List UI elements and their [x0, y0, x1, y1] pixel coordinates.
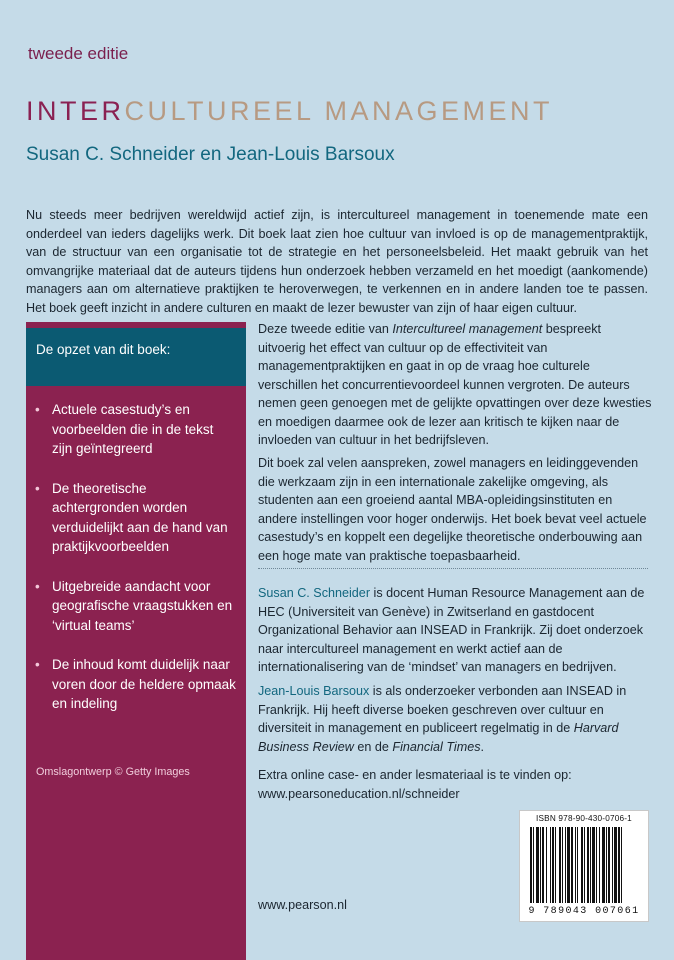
bullet-icon: •: [35, 402, 40, 417]
barcode-bar: [536, 827, 539, 903]
barcode-bar: [621, 827, 622, 903]
barcode-bar: [542, 827, 544, 903]
feature-text: Uitgebreide aandacht voor geografische vraagstukken en ‘virtual teams’: [52, 578, 233, 633]
barcode-bar: [602, 827, 605, 903]
isbn-barcode: [519, 810, 649, 922]
title-part-cultureel-management: CULTUREEL MANAGEMENT: [124, 96, 554, 126]
text-span: Deze tweede editie van: [258, 322, 393, 336]
publication-name: Harvard Business Review: [258, 721, 619, 754]
book-title: [26, 96, 553, 127]
barcode-bar: [606, 827, 607, 903]
barcode-bar: [565, 827, 566, 903]
barcode-bar: [550, 827, 551, 903]
publisher-website[interactable]: www.pearson.nl: [258, 898, 347, 912]
publication-name: Financial Times: [392, 739, 481, 754]
barcode-bar: [562, 827, 563, 903]
text-span: bespreekt uitvoerig het effect van cultuur op de effectiviteit van managementpraktijken en gaat in op de vraag hoe culturele verschillen het concurrentievoordeel kunnen vergroten. De auteurs nemen geen genoegen met de gelijkte opvattingen over deze kwesties en moedigen daarmee ook de lezer aan kritisch te kijken naar de invloeden van cultuur in het bedrijfsleven.: [258, 322, 652, 447]
barcode-bar: [581, 827, 583, 903]
barcode-bar: [555, 827, 556, 903]
bullet-icon: •: [35, 480, 40, 496]
bullet-icon: •: [35, 657, 40, 672]
sidebar-feature-item: [26, 577, 246, 636]
extra-material-url[interactable]: www.pearsoneducation.nl/schneider: [258, 786, 460, 801]
edition-label: tweede editie: [28, 44, 129, 63]
extra-material-text: Extra online case- en ander lesmateriaal is te vinden op:: [258, 768, 572, 782]
barcode-bar: [596, 827, 597, 903]
edition-description-paragraph: [258, 320, 652, 450]
feature-text: De inhoud komt duidelijk naar voren door de heldere opmaak en indeling: [52, 657, 236, 711]
bullet-icon: •: [35, 578, 40, 594]
sidebar-feature-list: [26, 400, 246, 734]
sidebar-feature-item: [26, 479, 246, 557]
barcode-bar: [612, 827, 613, 903]
barcode-bar: [571, 827, 573, 903]
barcode-bar: [540, 827, 541, 903]
barcode-bar: [530, 827, 532, 903]
text-span: .: [480, 739, 484, 754]
sidebar-feature-item: [26, 400, 246, 459]
barcode-bar: [559, 827, 561, 903]
barcode-bar: [575, 827, 576, 903]
book-authors: Susan C. Schneider en Jean-Louis Barsoux: [26, 144, 395, 165]
sidebar-heading: De opzet van dit boek:: [26, 328, 246, 386]
barcode-bars: [529, 827, 641, 905]
extra-material-note: [258, 766, 652, 803]
intro-paragraph: Nu steeds meer bedrijven wereldwijd actief zijn, is intercultureel management in toenemende mate een onderdeel van ieders dagelijks werk. Dit boek laat zien hoe cultuur van invloed is op de managementpraktijk, van de structuur van een organisatie tot de strategie en het personeelsbeleid. Het maakt gebruik van het omvangrijke materiaal dat de auteurs tijdens hun onderzoek hebben verzameld en het moedigt (aankomende) managers aan om alternatieve praktijken te heroverwegen, te verkennen en in andere landen toe te passen. Het boek geeft inzicht in andere culturen en maakt de lezer bewuster van zijn of haar eigen cultuur.: [26, 208, 648, 315]
sidebar-panel: [26, 322, 246, 960]
barcode-bar: [614, 827, 617, 903]
barcode-bar: [592, 827, 595, 903]
barcode-bar: [533, 827, 534, 903]
dotted-divider: [258, 568, 648, 569]
feature-text: Actuele casestudy’s en voorbeelden die in de tekst zijn geïntegreerd: [52, 402, 214, 456]
text-span: en de: [353, 739, 393, 754]
sidebar-feature-item: [26, 655, 246, 714]
barcode-bar: [599, 827, 600, 903]
cover-credit: Omslagontwerp © Getty Images: [36, 766, 190, 778]
barcode-bar: [618, 827, 620, 903]
author1-bio-paragraph: [258, 584, 652, 677]
barcode-bar: [567, 827, 570, 903]
barcode-bar: [608, 827, 610, 903]
isbn-label: ISBN 978-90-430-0706-1: [536, 814, 632, 823]
barcode-bar: [546, 827, 547, 903]
barcode-bar: [587, 827, 589, 903]
feature-text: De theoretische achtergronden worden verduidelijkt aan de hand van praktijkvoorbeelden: [52, 480, 228, 554]
audience-paragraph: Dit boek zal velen aanspreken, zowel managers en leidinggevenden die werkzaam zijn in een internationale zakelijke omgeving, als studenten aan een groeiend aantal MBA-opleidingsinstituten en andere instellingen voor hoger onderwijs. Het boek bevat veel actuele casestudy’s en koppelt een degelijke theoretische onderbouwing aan een hoge mate van praktische toepasbaarheid.: [258, 456, 647, 563]
author1-name: Susan C. Schneider: [258, 586, 371, 600]
barcode-digits: 9 789043 007061: [528, 906, 640, 917]
author2-name: Jean-Louis Barsoux: [258, 684, 370, 698]
barcode-bar: [590, 827, 591, 903]
title-part-inter: INTER: [26, 96, 125, 126]
barcode-bar: [552, 827, 554, 903]
barcode-bar: [584, 827, 585, 903]
book-title-italic: Intercultureel management: [392, 322, 543, 336]
barcode-bar: [577, 827, 578, 903]
text-span: is als onderzoeker verbonden aan INSEAD in Frankrijk. Hij heeft diverse boeken geschreven over cultuur en diversiteit in management en publiceert regelmatig in de: [258, 684, 627, 735]
author1-bio: is docent Human Resource Management aan de HEC (Universiteit van Genève) in Zwitserland en gastdocent Organizational Behavior aan INSEAD in Frankrijk. Zij doet onderzoek naar intercultureel management en werkt actief aan de internationalisering van de ‘mindset’ van managers en bedrijven.: [258, 586, 645, 674]
author2-bio-paragraph: [258, 682, 652, 756]
